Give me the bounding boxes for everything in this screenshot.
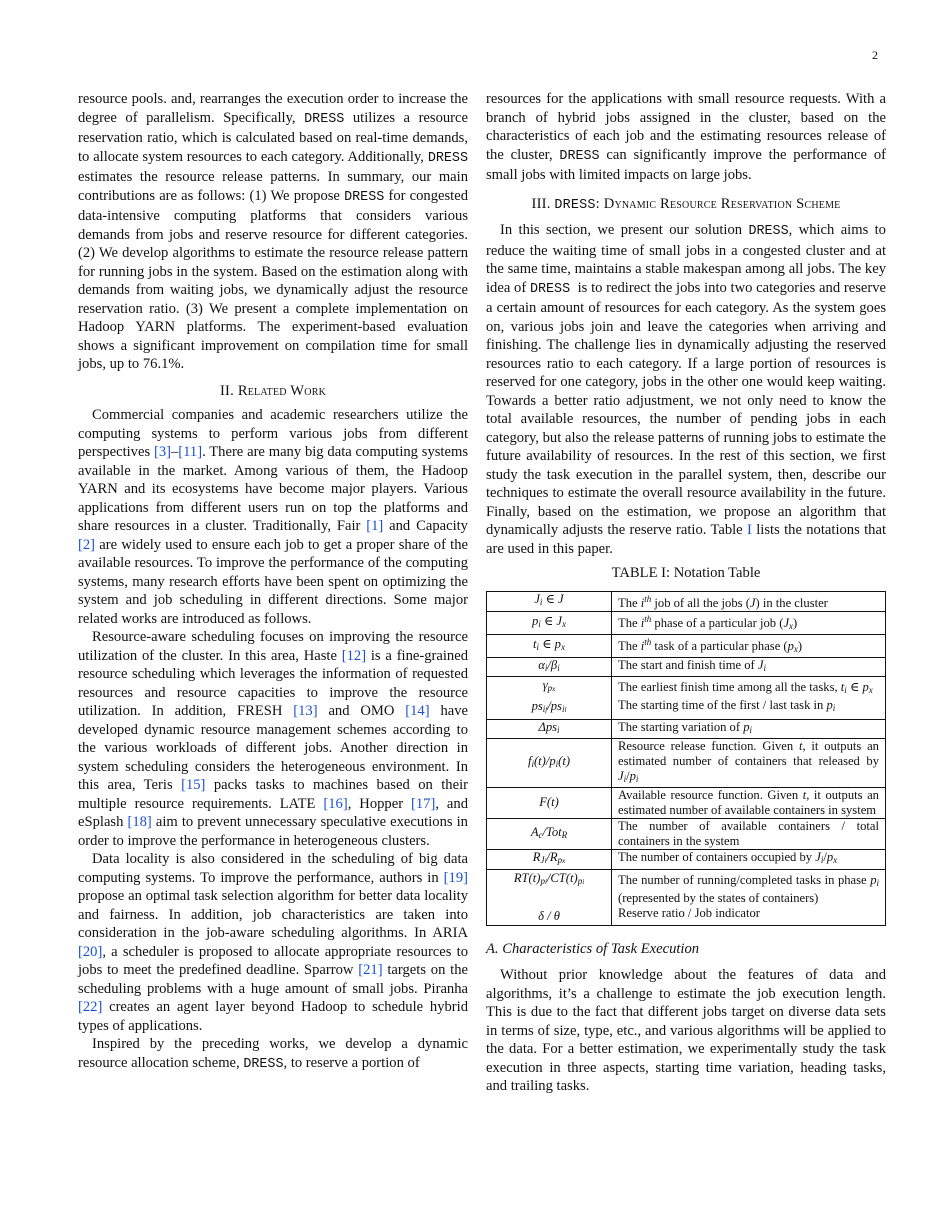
symbol-cell: $RT(t)_{pi}/CT(t)_{pi}$ δ / θ (487, 869, 612, 925)
table-row (487, 818, 886, 849)
citation-link[interactable]: [20] (78, 943, 103, 960)
symbol-cell: $p_i$ ∈ $J_x$ (487, 611, 612, 634)
notation-table (486, 591, 886, 926)
table-row (487, 676, 886, 719)
description-cell: The $i^{th}$ task of a particular phase $(p_x)$ (612, 634, 886, 657)
description-cell: The start and finish time of $J_i$ (612, 657, 886, 676)
section-3-name: DRESS (554, 197, 596, 213)
description-cell: The $i^{th}$ phase of a particular job $(J_x)$ (612, 611, 886, 634)
symbol-cell: $J_i$ ∈ J (487, 591, 612, 611)
table-row (487, 634, 886, 657)
section-3-heading: III. DRESS: Dynamic Resource Reservation Scheme (531, 195, 841, 213)
dress-paragraph-1: In this section, we present our solution DRESS, which aims to reduce the waiting time of small jobs in a congested cluster and at the same time, maintains a stable makespan among all jobs. The key idea of DRESS is to redirect the jobs into two categories and reserve a certain amount of resources for each category. As the system goes on, various jobs join and leave the categories when arriving and finishing. The challenge lies in dynamically adjusting the reserved resources ratio to each category. If a large portion of resources is reserved for one category, jobs in the other one would keep waiting. Towards a better ratio adjustment, we not only need to know the total available resources, the number of pending jobs in each category, but also the release patterns of running jobs to estimate the future availability of resources. In the rest of this section, we first study the task execution in the parallel system, then, describe our techniques to estimate the overall resource availability in the future. Finally, based on the estimation, we propose an algorithm that dynamically adjusts the reserve ratio. Table I lists the notations that are used in this paper. (486, 222, 886, 557)
symbol-cell: Δps$_i$ (487, 719, 612, 738)
citation-link[interactable]: [19] (443, 869, 468, 886)
table-row (487, 849, 886, 869)
description-cell: Available resource function. Given t, it outputs an estimated number of available containers in system (612, 787, 886, 818)
section-3-number: III. (531, 195, 551, 212)
description-cell: The number of running/completed tasks in phase $p_i$ (represented by the states of containers) Reserve ratio / Job indicator (612, 869, 886, 925)
page-number: 2 (872, 48, 878, 62)
citation-link[interactable]: [13] (293, 703, 318, 719)
citation-link[interactable]: [14] (405, 703, 430, 719)
related-work-paragraph-1: Commercial companies and academic researchers utilize the computing systems to perform various jobs from different perspectives [3]–[11]. There are many big data computing systems available in the market. Among various of them, the Hadoop YARN and its ecosystems have become major players. Various applications from different users run on top the platforms and share resources in a cluster. Traditionally, Fair [1] and Capacity [2] are widely used to ensure each job to get a proper share of the available resources. To improve the performance of the computing systems, many research efforts have been spent on optimizing the system and job scheduling in different directions. Some major related works are introduced as follows. (78, 407, 468, 627)
description-cell: The number of available containers / total containers in the system (612, 818, 886, 849)
symbol-cell: $\alpha_i/\beta_i$ (487, 657, 612, 676)
intro-continuation-paragraph: resource pools. and, rearranges the execution order to increase the degree of parallelism. Specifically, DRESS utilizes a resource reservation ratio, which is calculated based on real-time demands, to allocate system resources to each category. Additionally, DRESS estimates the resource release patterns. In summary, our main contributions are as follows: (1) We propose DRESS for congested data-intensive computing platforms that considers various demands from jobs and reserve resource for different categories. (2) We develop algorithms to estimate the resource release pattern for running jobs in the system. Based on the estimation along with demands from waiting jobs, we dynamically adjust the resource reservation ratio. (3) We present a complete implementation on Hadoop YARN platforms. The experiment-based evaluation shows a significant improvement on compilation time for small jobs, up to 76.1%. (78, 91, 469, 372)
symbol-cell: $\gamma_{px}$ $ps_{if}/ps_{il}$ (487, 676, 612, 719)
section-2-title: Related Work (237, 382, 326, 399)
citation-link[interactable]: [16] (323, 795, 348, 812)
table-row (487, 869, 886, 925)
section-2-heading (78, 382, 468, 401)
description-cell: The starting variation of $p_i$ (612, 719, 886, 738)
symbol-cell: $t_i$ ∈ $p_x$ (487, 634, 612, 657)
citation-link[interactable]: [17] (411, 795, 436, 812)
citation-link[interactable]: [12] (341, 647, 367, 664)
description-cell: The $i^{th}$ job of all the jobs (J) in the cluster (612, 591, 886, 611)
task-execution-paragraph: Without prior knowledge about the features of data and algorithms, it’s a challenge to estimate the job execution length. This is due to the fact that different jobs target on diverse data sets in terms of size, type, etc., and various algorithms will be applied to the data. For a better estimation, we experimentally study the task execution in three aspects, starting time variation, heading tasks, and trailing tasks. (486, 967, 886, 1094)
related-work-paragraph-4: Inspired by the preceding works, we develop a dynamic resource allocation scheme, DRESS, to reserve a portion of (78, 1036, 468, 1072)
citation-link[interactable]: [1] (366, 518, 384, 534)
symbol-cell: F(t) (487, 787, 612, 818)
citation-link[interactable]: [11] (178, 444, 203, 460)
section-2-number: II. (219, 382, 234, 399)
related-work-paragraph-2: Resource-aware scheduling focuses on improving the resource utilization of the cluster. In this area, Haste [12] is a fine-grained resource scheduling which leverages the information of requested resources and resource capacities to improve the resource utilization. In addition, FRESH [13] and OMO [14] have developed dynamic resource management schemes according to the various workloads of different jobs. Another direction in system scheduling considers the heterogeneous environment. In this area, Teris [15] packs tasks to machines based on their multiple resource requirements. LATE [16], Hopper [17], and eSplash [18] aim to prevent unnecessary speculative executions in order to improve the performance in heterogeneous clusters. (78, 629, 469, 849)
table-row (487, 657, 886, 676)
table-row (487, 591, 886, 611)
citation-link[interactable]: [22] (78, 999, 103, 1015)
left-column (78, 90, 468, 1074)
table-ref-link[interactable]: I (747, 522, 752, 538)
citation-link[interactable]: [3] (153, 444, 171, 460)
table-row (487, 611, 886, 634)
symbol-cell: $A_c/Tot_R$ (487, 818, 612, 849)
symbol-cell: $R_{Ji}/R_{px}$ (487, 849, 612, 869)
subsection-a-heading: A. Characteristics of Task Execution (486, 940, 700, 957)
description-cell: Resource release function. Given t, it outputs an estimated number of containers that released by $J_i/p_i$ (612, 738, 886, 787)
section-3-title: Dynamic Resource Reservation Scheme (603, 195, 841, 212)
citation-link[interactable]: [2] (78, 536, 96, 553)
description-cell: The earliest finish time among all the tasks, $t_i$ ∈ $p_x$ The starting time of the first / last task in $p_i$ (612, 676, 886, 719)
description-cell: The number of containers occupied by $J_i/p_x$ (612, 849, 886, 869)
table-row (487, 719, 886, 738)
citation-link[interactable]: [21] (358, 962, 383, 978)
right-column (486, 90, 886, 1096)
symbol-cell: $f_i(t)/p_i(t)$ (487, 738, 612, 787)
related-work-paragraph-3: Data locality is also considered in the scheduling of big data computing systems. To improve the performance, authors in [19] propose an optimal task selection algorithm for better data locality and fairness. In addition, job characteristics are taken into consideration in the job-aware scheduling algorithms. In ARIA [20], a scheduler is proposed to allocate appropriate resources to jobs to meet the predefined deadline. Sparrow [21] targets on the scheduling problems with a huge amount of small jobs. Piranha [22] creates an agent layer beyond Hadoop to schedule hybrid types of applications. (78, 851, 468, 1034)
table-row (487, 787, 886, 818)
table-caption: TABLE I: Notation Table (611, 565, 761, 581)
citation-link[interactable]: [18] (127, 814, 152, 830)
table-row (487, 738, 886, 787)
right-continuation-paragraph: resources for the applications with small resource requests. With a branch of hybrid jobs assigned in the cluster, based on the characteristics of each job and the estimating resources release of the cluster, DRESS can significantly improve the performance of small jobs with limited impacts on large jobs. (486, 91, 886, 183)
citation-link[interactable]: [15] (181, 777, 206, 793)
